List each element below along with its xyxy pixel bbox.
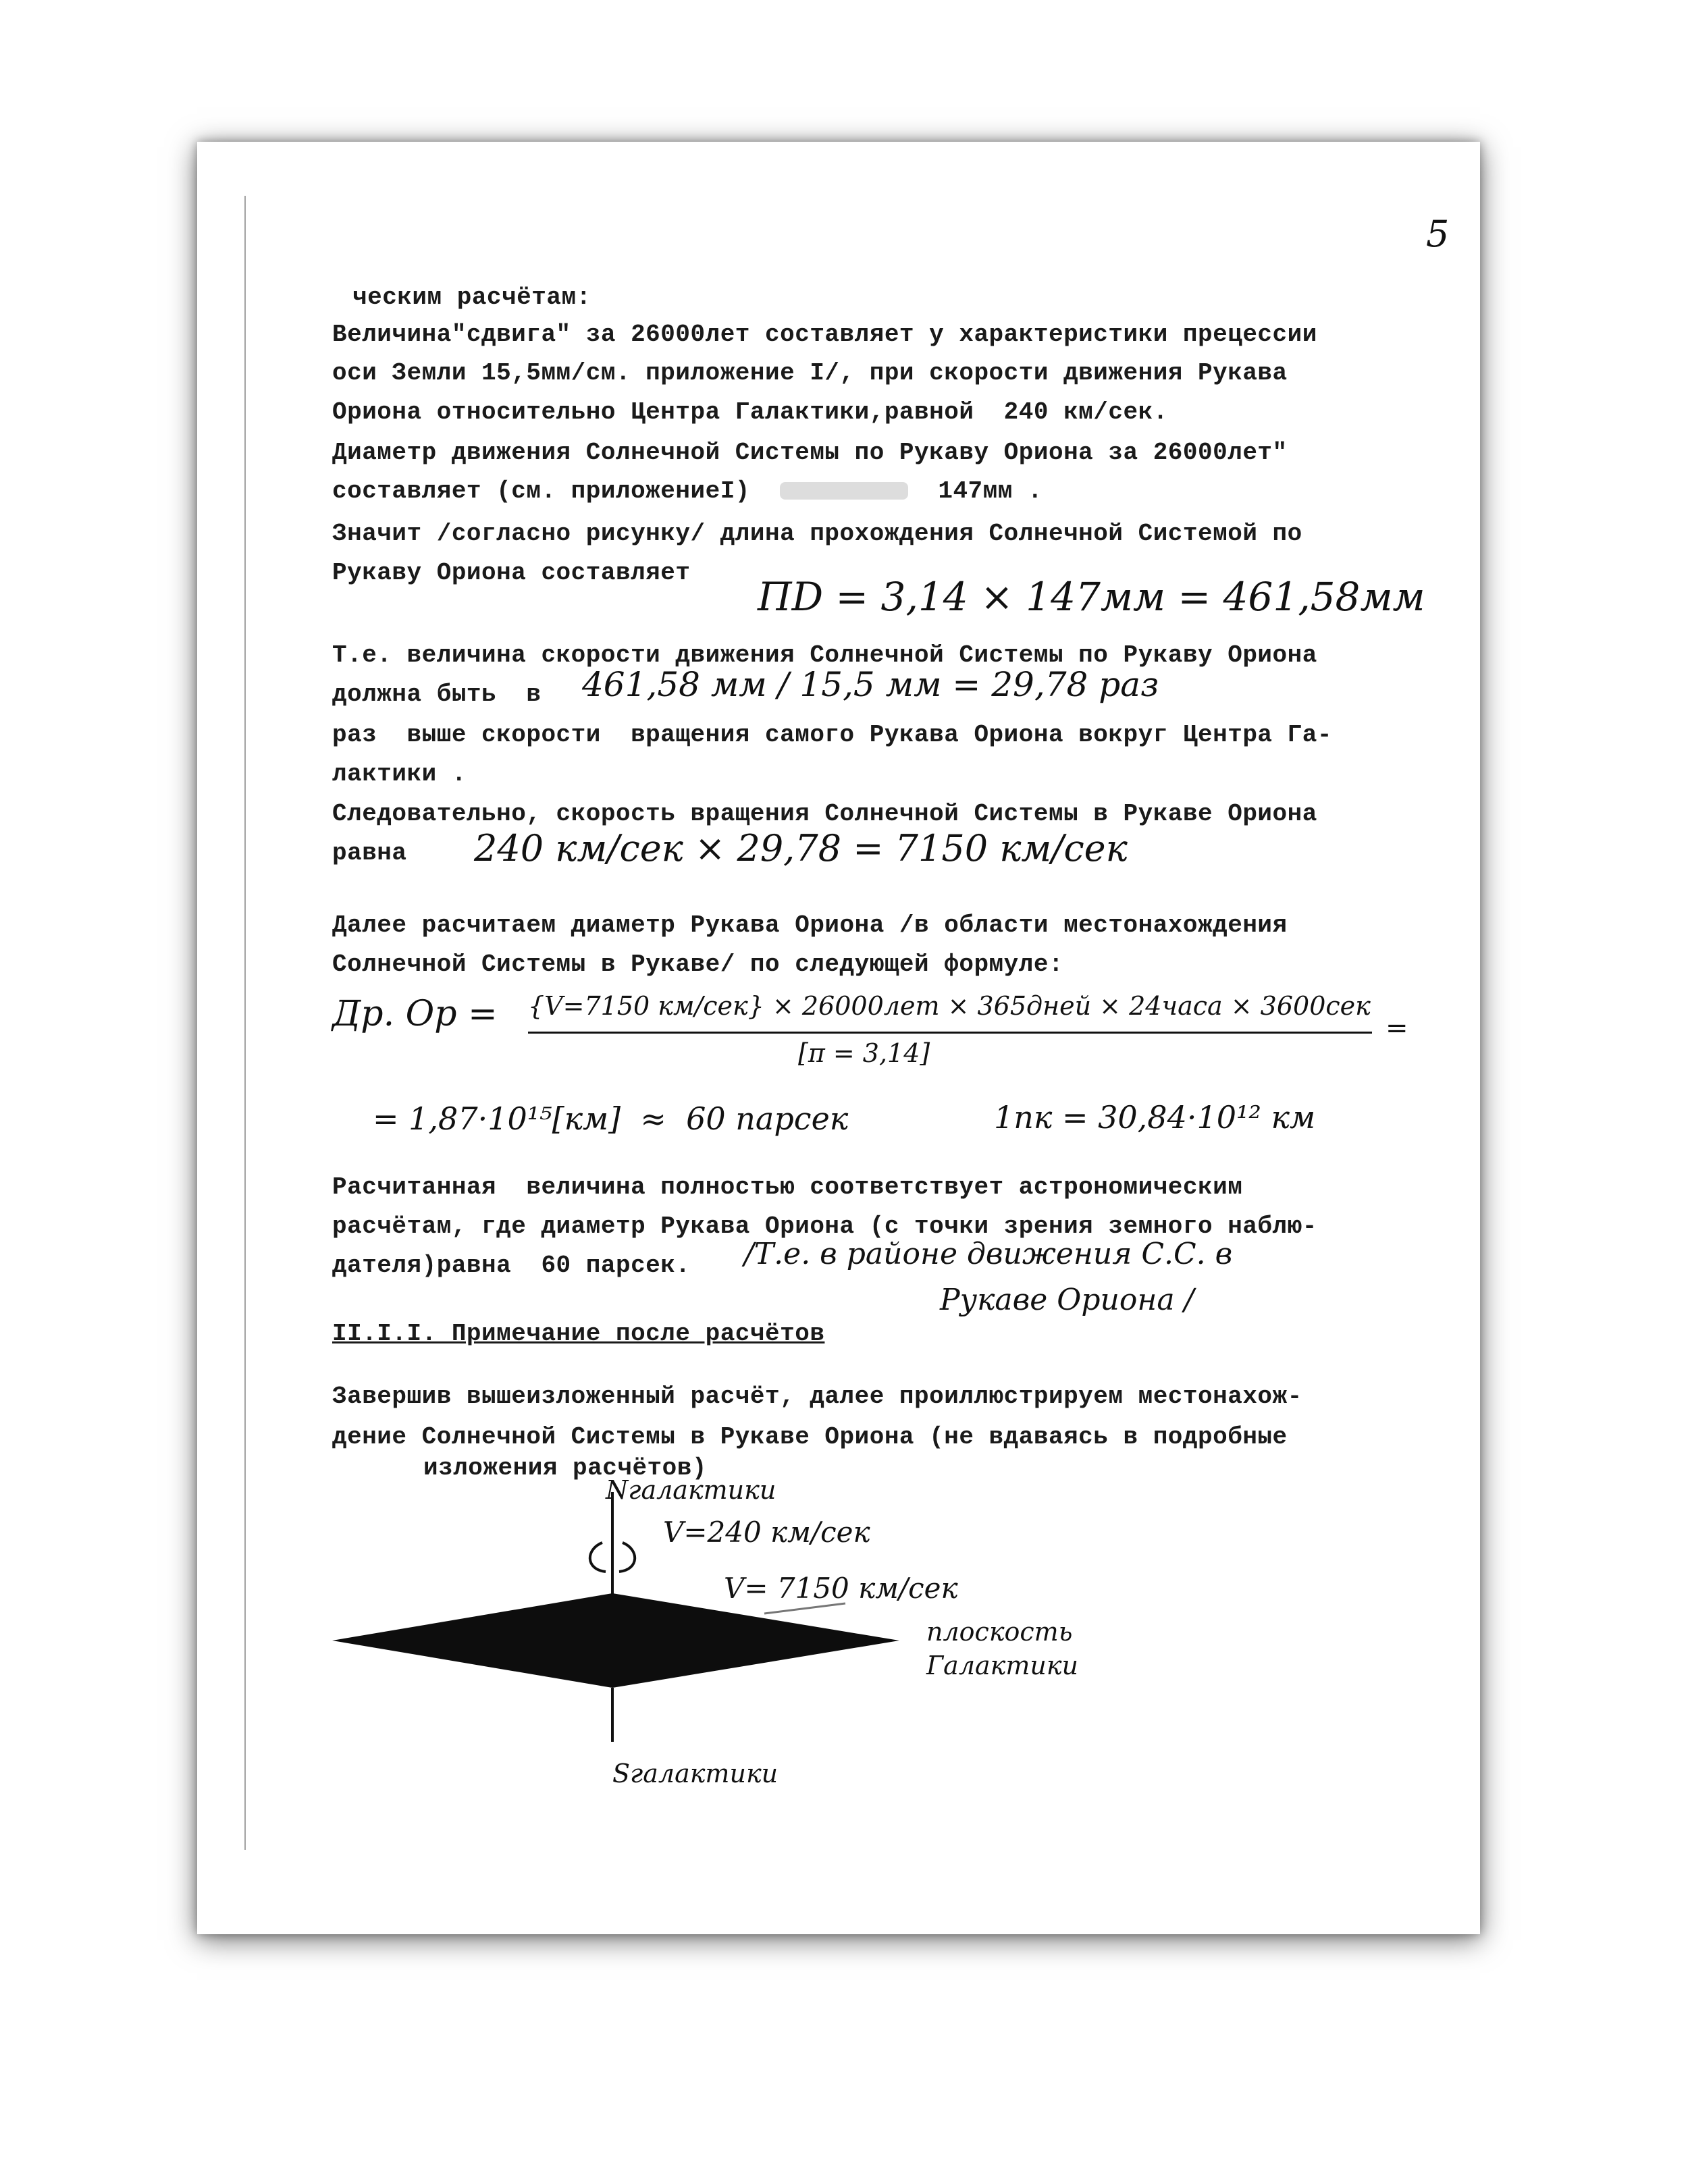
text-span: составляет (см. приложениеI): [332, 477, 750, 505]
galaxy-diagram: [197, 142, 1480, 1934]
text-line: Солнечной Системы в Рукаве/ по следующей формуле:: [332, 951, 1064, 978]
text-line: расчётам, где диаметр Рукава Ориона (с точки зрения земного наблю-: [332, 1213, 1317, 1240]
text-line: Рукаву Ориона составляет: [332, 559, 691, 587]
handwritten-note: Рукаве Ориона /: [940, 1283, 1194, 1317]
text-line: изложения расчётов): [423, 1454, 707, 1482]
parsec-definition: 1пк = 30,84·10¹² км: [994, 1099, 1316, 1136]
text-line: оси Земли 15,5мм/см. приложение I/, при скорости движения Рукава: [332, 359, 1288, 387]
section-heading: II.I.I. Примечание после расчётов: [332, 1320, 825, 1348]
text-line: ческим расчётам:: [352, 284, 591, 311]
text-line: Следовательно, скорость вращения Солнечной Системы в Рукаве Ориона: [332, 800, 1317, 828]
formula-result: = 1,87·10¹⁵[км] ≈ 60 парсек: [373, 1100, 849, 1137]
text-line: Диаметр движения Солнечной Системы по Рукаву Ориона за 26000лет": [332, 439, 1288, 467]
text-line: Далее расчитаем диаметр Рукава Ориона /в области местонахождения: [332, 911, 1288, 939]
arm-speed-label: V=240 км/сек: [663, 1516, 870, 1549]
text-line: Расчитанная величина полностью соответствует астрономическим: [332, 1173, 1243, 1201]
formula-equals: =: [1386, 1013, 1408, 1044]
formula-denominator: [π = 3,14]: [798, 1038, 930, 1068]
sun-direction-arrow: [764, 1603, 845, 1614]
text-line: раз выше скорости вращения самого Рукава Ориона вокруг Центра Га-: [332, 721, 1332, 749]
plane-label: Галактики: [926, 1651, 1079, 1680]
sun-speed-label: V= 7150 км/сек: [724, 1572, 958, 1605]
handwritten-speed: 240 км/сек × 29,78 = 7150 км/сек: [474, 827, 1128, 870]
text-line: лактики .: [332, 760, 467, 788]
text-line: Значит /согласно рисунку/ длина прохождения Солнечной Системой по: [332, 520, 1302, 548]
handwritten-ratio: 461,58 мм / 15,5 мм = 29,78 раз: [582, 665, 1159, 704]
text-line: дение Солнечной Системы в Рукаве Ориона (не вдаваясь в подробные: [332, 1423, 1288, 1451]
text-line: должна быть в: [332, 681, 542, 708]
handwritten-note: /Т.е. в районе движения С.С. в: [744, 1237, 1233, 1271]
text-line: Ориона относительно Центра Галактики,равной 240 км/сек.: [332, 398, 1168, 426]
text-line: Величина"сдвига" за 26000лет составляет у характеристики прецессии: [332, 321, 1317, 348]
north-label: Nгалактики: [606, 1475, 776, 1505]
text-line: Завершив вышеизложенный расчёт, далее проиллюстрируем местонахож-: [332, 1383, 1302, 1410]
plane-label: плоскость: [926, 1617, 1073, 1647]
formula-lhs: Дp. Op =: [332, 994, 498, 1034]
text-line: дателя)равна 60 парсек.: [332, 1252, 691, 1279]
formula-numerator: {V=7150 км/сек} × 26000лет × 365дней × 24часа × 3600сек: [528, 991, 1371, 1021]
page-number: 5: [1426, 213, 1450, 255]
text-line: Т.е. величина скорости движения Солнечной Системы по Рукаву Ориона: [332, 641, 1317, 669]
handwritten-pi-d: ПD = 3,14 × 147мм = 461,58мм: [758, 574, 1425, 620]
text-span: 147мм .: [938, 477, 1043, 505]
text-line: равна: [332, 839, 407, 867]
document-page: [197, 142, 1480, 1934]
south-label: Sгалактики: [612, 1759, 779, 1788]
